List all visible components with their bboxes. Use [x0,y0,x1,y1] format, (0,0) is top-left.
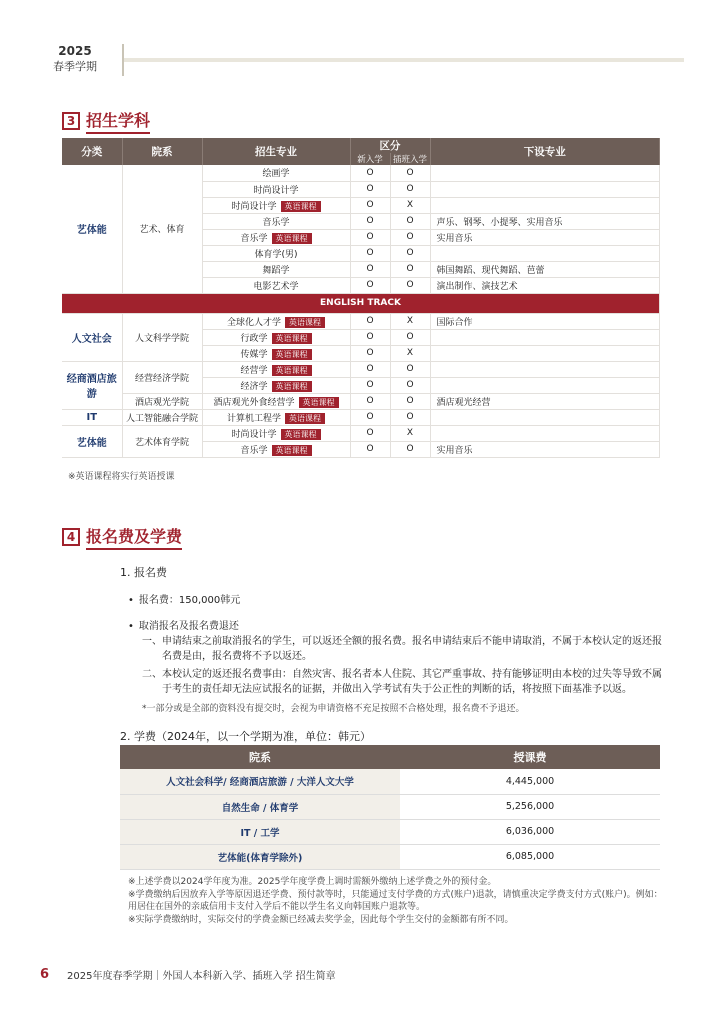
college-cell: 酒店观光学院 [122,393,202,409]
new-cell: O [350,181,390,197]
tuition-notes [128,876,668,926]
para-text: 本校认定的返还报名费事由：自然灾害、报名者本人住院、其它严重事故、持有能够证明由本校的过失等导致不属于考生的责任却无法应试报名的证据，并做出入学考试有失于公正性的判断的话，将按照下面基准予以返。 [162,669,662,695]
transfer-cell: X [390,425,430,441]
col-sub: 下设专业 [430,138,660,165]
table-row [120,844,660,869]
table-row [62,165,660,181]
col-college: 院系 [120,745,400,769]
major-cell: 经营学 [240,365,268,376]
tuition-amount: 5,256,000 [400,794,660,819]
transfer-cell: O [390,441,430,457]
application-fee-line: • 报名费：150,000韩元 [128,591,240,606]
transfer-cell: O [390,409,430,425]
col-major: 招生专业 [202,138,350,165]
header-block [40,44,110,74]
major-cell: 电影艺术学 [253,281,299,292]
col-category: 分类 [62,138,122,165]
transfer-cell: X [390,313,430,329]
sub-cell [430,425,660,441]
section3-title [62,108,150,134]
english-course-tag: 英语课程 [281,429,321,440]
english-course-tag: 英语课程 [299,397,339,408]
tuition-college: IT / 工学 [120,819,400,844]
sub-cell: 演出制作、演技艺术 [430,277,660,293]
tuition-college: 自然生命 / 体育学 [120,794,400,819]
page-number: 6 [40,967,50,982]
major-cell: 体育学(男) [254,249,298,260]
table-row [120,769,660,794]
tuition-note: ※上述学费以2024学年度为准。2025学年度学费上调时需额外缴纳上述学费之外的预付金。 [128,877,497,887]
section4-title [62,524,182,550]
major-cell: 经济学 [240,381,268,392]
category-cell: IT [62,409,122,425]
sub-cell: 声乐、钢琴、小提琴、实用音乐 [430,213,660,229]
college-cell: 人工智能融合学院 [122,409,202,425]
major-cell: 酒店观光外食经营学 [213,397,295,408]
transfer-cell: O [390,229,430,245]
new-cell: O [350,409,390,425]
sub-cell: 国际合作 [430,313,660,329]
major-cell: 时尚设计学 [231,201,277,212]
new-cell: O [350,377,390,393]
new-cell: O [350,277,390,293]
refund-fine-print: *一部分或是全部的资料没有提交时，会视为申请资格不充足按照不合格处理，报名费不予退还。 [142,704,525,714]
table-row [62,409,660,425]
col-new: 新入学 [350,153,390,165]
section4-number: 4 [62,528,80,546]
tuition-college: 人文社会科学/ 经商酒店旅游 / 大洋人文大学 [120,769,400,794]
english-course-tag: 英语课程 [272,333,312,344]
sub-cell [430,361,660,377]
new-cell: O [350,425,390,441]
major-cell: 计算机工程学 [226,413,281,424]
category-cell: 艺体能 [62,165,122,293]
major-cell: 音乐学 [240,233,268,244]
transfer-cell: O [390,277,430,293]
sub-cell [430,377,660,393]
header-rule [124,58,684,62]
application-fee-heading: 1. 报名费 [120,566,167,579]
para-text: 申请结束之前取消报名的学生，可以返还全额的报名费。报名申请结束后不能申请取消，不属于本校认定的返还报名费是由，报名费将不予以返还。 [162,636,662,662]
transfer-cell: O [390,213,430,229]
transfer-cell: O [390,245,430,261]
new-cell: O [350,313,390,329]
new-cell: O [350,441,390,457]
category-cell: 人文社会 [62,313,122,361]
new-cell: O [350,345,390,361]
category-cell: 艺体能 [62,425,122,457]
para-label: 一、 [142,636,162,647]
section3-heading: 招生学科 [86,108,150,134]
tuition-college: 艺体能(体育学除外) [120,844,400,869]
sub-cell [430,181,660,197]
tuition-table [120,745,660,870]
table-row [62,313,660,329]
new-cell: O [350,197,390,213]
english-course-tag: 英语课程 [272,365,312,376]
refund-para-2 [142,667,662,697]
category-cell: 经商酒店旅游 [62,361,122,409]
table-row [120,794,660,819]
transfer-cell: O [390,261,430,277]
english-course-tag: 英语课程 [272,349,312,360]
transfer-cell: O [390,377,430,393]
para-label: 二、 [142,669,162,680]
sub-cell: 韩国舞蹈、现代舞蹈、芭蕾 [430,261,660,277]
english-track-label: ENGLISH TRACK [62,293,660,313]
sub-cell [430,245,660,261]
new-cell: O [350,213,390,229]
table-row [62,393,660,409]
college-cell: 艺术体育学院 [122,425,202,457]
transfer-cell: O [390,181,430,197]
college-cell: 经营经济学院 [122,361,202,393]
english-course-tag: 英语课程 [272,233,312,244]
tuition-note: ※学费缴纳后因放弃入学等原因退还学费、预付款等时，只能通过支付学费的方式(账户)退款，请慎重决定学费支付方式(账户)。例如：用居住在国外的亲戚信用卡支付入学后不能以学生名义向韩国账户退款等。 [128,889,663,912]
table-row [62,361,660,377]
english-course-tag: 英语课程 [272,381,312,392]
english-course-tag: 英语课程 [285,413,325,424]
transfer-cell: O [390,393,430,409]
sub-cell [430,409,660,425]
major-cell: 传媒学 [240,349,268,360]
tuition-amount: 6,036,000 [400,819,660,844]
major-cell: 音乐学 [240,445,268,456]
major-cell: 音乐学 [262,217,290,228]
new-cell: O [350,229,390,245]
major-cell: 时尚设计学 [253,185,299,196]
sub-cell [430,197,660,213]
tuition-heading: 2. 学费（2024年，以一个学期为准，单位：韩元） [120,730,371,743]
major-cell: 绘画学 [262,169,290,180]
tuition-note: ※实际学费缴纳时，实际交付的学费金额已经减去奖学金，因此每个学生交付的金额都有所不同。 [128,914,514,925]
header-term: 春季学期 [53,60,97,73]
sub-cell [430,165,660,181]
sub-cell [430,345,660,361]
tuition-amount: 6,085,000 [400,844,660,869]
col-transfer: 插班入学 [390,153,430,165]
refund-title: • 取消报名及报名费退还 [128,617,239,632]
new-cell: O [350,361,390,377]
transfer-cell: O [390,361,430,377]
college-cell: 艺术、体育 [122,165,202,293]
header-year: 2025 [58,44,92,58]
section4-heading: 报名费及学费 [86,524,182,550]
major-cell: 时尚设计学 [231,429,277,440]
major-cell: 全球化人才学 [226,317,281,328]
english-course-note: ※英语课程将实行英语授课 [68,472,175,482]
sub-cell: 实用音乐 [430,441,660,457]
new-cell: O [350,393,390,409]
sub-cell [430,329,660,345]
major-cell: 行政学 [240,333,268,344]
col-tuition: 授课费 [400,745,660,769]
college-cell: 人文科学学院 [122,313,202,361]
table-row [120,819,660,844]
new-cell: O [350,165,390,181]
new-cell: O [350,245,390,261]
transfer-cell: O [390,165,430,181]
transfer-cell: X [390,197,430,213]
transfer-cell: X [390,345,430,361]
new-cell: O [350,261,390,277]
english-track-band [62,293,660,313]
english-course-tag: 英语课程 [285,317,325,328]
footer-text: 2025年度春季学期｜外国人本科新入学、插班入学 招生简章 [67,971,336,982]
transfer-cell: O [390,329,430,345]
sub-cell: 实用音乐 [430,229,660,245]
table-row [62,425,660,441]
english-course-tag: 英语课程 [281,201,321,212]
col-college: 院系 [122,138,202,165]
new-cell: O [350,329,390,345]
english-course-tag: 英语课程 [272,445,312,456]
tuition-amount: 4,445,000 [400,769,660,794]
sub-cell: 酒店观光经营 [430,393,660,409]
majors-table [62,138,660,458]
section3-number: 3 [62,112,80,130]
page-footer [40,967,336,982]
col-division: 区分 [350,138,430,153]
refund-para-1 [142,634,662,664]
major-cell: 舞蹈学 [262,265,290,276]
